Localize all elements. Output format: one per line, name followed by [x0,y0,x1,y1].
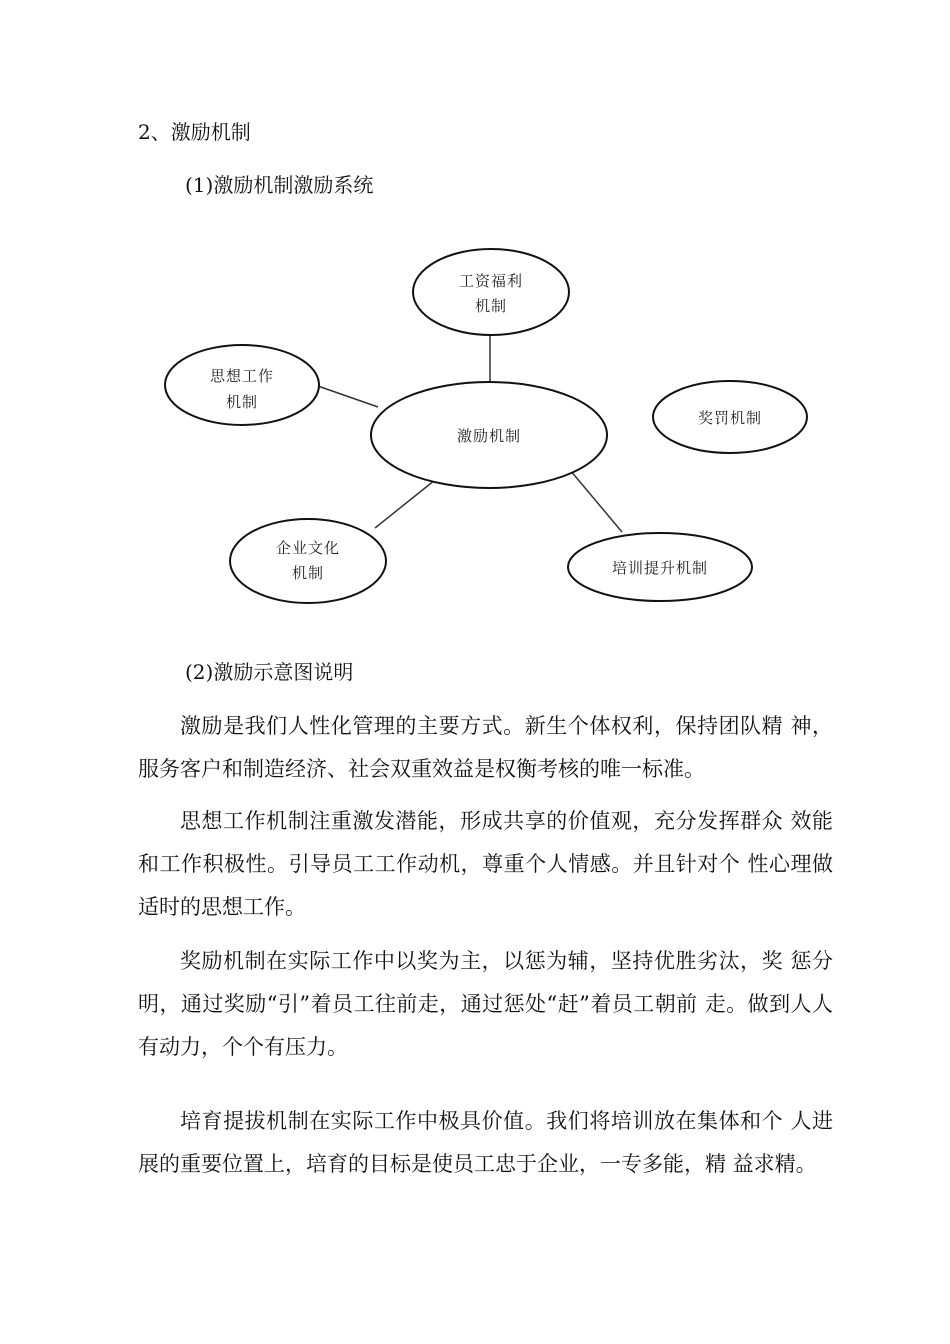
connector-culture [375,480,435,528]
node-thought-line1: 思想工作 [209,367,275,385]
node-center [371,382,607,488]
incentive-diagram [150,235,830,625]
node-training-label: 培训提升机制 [611,559,709,577]
node-center-label: 激励机制 [456,427,522,445]
node-salary-line2: 机制 [474,297,508,315]
node-culture [230,519,386,603]
paragraph-incentive-overview: 激励是我们人性化管理的主要方式。新生个体权利，保持团队精 神，服务客户和制造经济、社会双重效益是权衡考核的唯一标准。 [138,714,833,781]
subsection-heading-system: (1)激励机制激励系统 [185,173,374,197]
node-culture-line1: 企业文化 [275,539,341,557]
connector-training [570,470,622,532]
node-salary-line1: 工资福利 [458,272,524,290]
node-reward [653,381,807,453]
node-thought [165,345,319,425]
node-thought-line2: 机制 [225,393,259,411]
subsection-heading-explanation: (2)激励示意图说明 [185,660,354,684]
paragraph-reward-mechanism: 奖励机制在实际工作中以奖为主，以惩为辅，坚持优胜劣汰，奖 惩分明，通过奖励“引”着员工往前走，通过惩处“赶”着员工朝前 走。做到人人有动力，个个有压力。 [138,949,833,1059]
connector-thought [315,385,378,407]
section-heading: 2、激励机制 [138,120,251,144]
paragraph-thought-mechanism: 思想工作机制注重激发潜能，形成共享的价值观，充分发挥群众 效能和工作积极性。引导员工工作动机，尊重个人情感。并且针对个 性心理做适时的思想工作。 [138,809,833,919]
node-culture-line2: 机制 [291,564,325,582]
node-salary [413,249,569,335]
paragraph-training-mechanism: 培育提拔机制在实际工作中极具价值。我们将培训放在集体和个 人进展的重要位置上，培育的目标是使员工忠于企业，一专多能，精 益求精。 [138,1109,833,1176]
node-reward-label: 奖罚机制 [697,409,763,427]
node-training [568,533,752,601]
